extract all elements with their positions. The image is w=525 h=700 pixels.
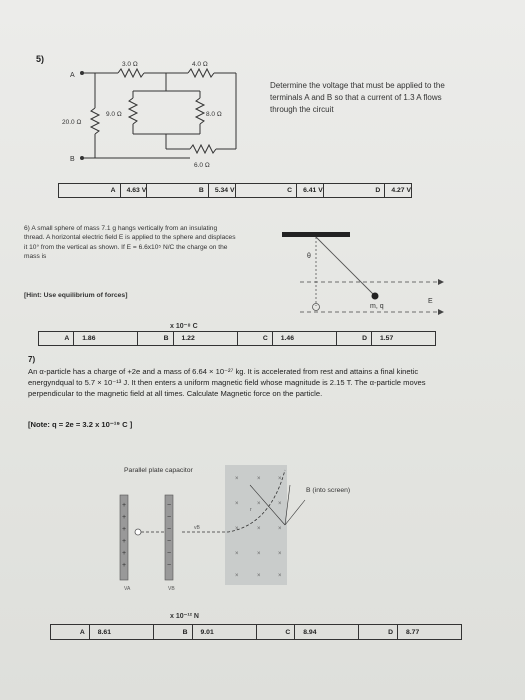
svg-text:×: × xyxy=(257,476,261,482)
b-field-label: B (into screen) xyxy=(306,487,351,494)
svg-text:+: + xyxy=(122,562,127,569)
resistor-4-label: 4.0 Ω xyxy=(192,61,208,68)
svg-text:×: × xyxy=(278,573,282,579)
svg-text:×: × xyxy=(257,573,261,579)
resistor-9-label: 9.0 Ω xyxy=(106,111,122,118)
q5-number: 5) xyxy=(36,54,45,64)
svg-text:×: × xyxy=(257,526,261,532)
mass-charge-label: m, q xyxy=(370,303,384,310)
svg-text:−: − xyxy=(167,538,172,545)
velocity-label: vB xyxy=(194,525,200,531)
q6-unit: x 10⁻⁸ C xyxy=(170,323,198,330)
resistor-6-label: 6.0 Ω xyxy=(194,162,210,169)
svg-text:×: × xyxy=(278,476,282,482)
svg-text:×: × xyxy=(278,551,282,557)
terminal-b-label: B xyxy=(70,156,75,163)
q6-option-a[interactable]: A 1.86 xyxy=(39,332,137,345)
svg-text:−: − xyxy=(167,514,172,521)
radius-label: r xyxy=(250,507,252,513)
q7-option-a[interactable]: A 8.61 xyxy=(51,625,153,639)
resistor-8-label: 8.0 Ω xyxy=(206,111,222,118)
svg-text:×: × xyxy=(235,501,239,507)
angle-label: θ xyxy=(307,253,311,260)
resistor-20-label: 20.0 Ω xyxy=(62,119,82,126)
svg-text:×: × xyxy=(235,573,239,579)
q5-answer-row xyxy=(58,183,412,198)
svg-text:−: − xyxy=(167,526,172,533)
q7-option-c[interactable]: C 8.94 xyxy=(256,625,359,639)
q5-question-text: Determine the voltage that must be applied to the terminals A and B so that a current of 1.3 A flows through the circuit xyxy=(270,81,445,114)
svg-text:−: − xyxy=(167,562,172,569)
q5-option-b[interactable]: B 5.34 V xyxy=(146,184,234,197)
q5-option-c[interactable]: C 6.41 V xyxy=(235,184,323,197)
svg-text:+: + xyxy=(122,550,127,557)
svg-text:+: + xyxy=(122,538,127,545)
q7-note: [Note: q = 2e = 3.2 x 10⁻¹⁹ C ] xyxy=(28,420,133,429)
q7-unit: x 10⁻¹² N xyxy=(170,613,199,620)
q6-pendulum-diagram xyxy=(270,226,445,321)
svg-text:×: × xyxy=(257,501,261,507)
svg-text:×: × xyxy=(278,501,282,507)
q6-answer-row xyxy=(38,331,436,346)
resistor-3-label: 3.0 Ω xyxy=(122,61,138,68)
svg-text:+: + xyxy=(122,502,127,509)
vb-label: VB xyxy=(168,586,175,592)
svg-text:+: + xyxy=(122,514,127,521)
svg-text:×: × xyxy=(257,551,261,557)
q5-option-a[interactable]: A 4.63 V xyxy=(59,184,146,197)
svg-text:−: − xyxy=(167,550,172,557)
va-label: VA xyxy=(124,586,131,592)
q5-option-d[interactable]: D 4.27 V xyxy=(323,184,411,197)
svg-text:×: × xyxy=(235,476,239,482)
q7-capacitor-field-diagram xyxy=(110,455,410,615)
field-e-label: E xyxy=(428,298,433,305)
svg-text:×: × xyxy=(278,526,282,532)
q7-number: 7) xyxy=(28,355,36,364)
q7-answer-row xyxy=(50,624,462,640)
q7-option-d[interactable]: D 8.77 xyxy=(358,625,461,639)
q5-circuit-diagram xyxy=(60,56,260,176)
q6-option-d[interactable]: D 1.57 xyxy=(336,332,435,345)
svg-text:×: × xyxy=(235,551,239,557)
svg-text:+: + xyxy=(122,526,127,533)
q7-option-b[interactable]: B 9.01 xyxy=(153,625,256,639)
svg-text:−: − xyxy=(167,502,172,509)
q6-option-b[interactable]: B 1.22 xyxy=(137,332,236,345)
svg-text:×: × xyxy=(235,526,239,532)
terminal-a-label: A xyxy=(70,72,75,79)
q6-hint: [Hint: Use equilibrium of forces] xyxy=(24,292,128,299)
capacitor-label: Parallel plate capacitor xyxy=(124,467,193,474)
q6-question-text: 6) A small sphere of mass 7.1 g hangs vertically from an insulating thread. A horizontal electric field E is applied to the sphere and displaces it 10° from the vertical as shown. If E = 6.6x10⁵ N/C the charge on the mass is xyxy=(24,225,236,261)
q6-option-c[interactable]: C 1.46 xyxy=(237,332,336,345)
q7-question-text: An α-particle has a charge of +2e and a mass of 6.64 × 10⁻²⁷ kg. It is accelerated from rest and attains a final kinetic energyndqual to 5.7 × 10⁻¹³ J. It then enters a uniform magnetic field whose magnitude is 2.15 T. The α-particle moves perpendicular to the magnetic field at all times. Calculate Magnetic force on the particle. xyxy=(28,367,426,399)
